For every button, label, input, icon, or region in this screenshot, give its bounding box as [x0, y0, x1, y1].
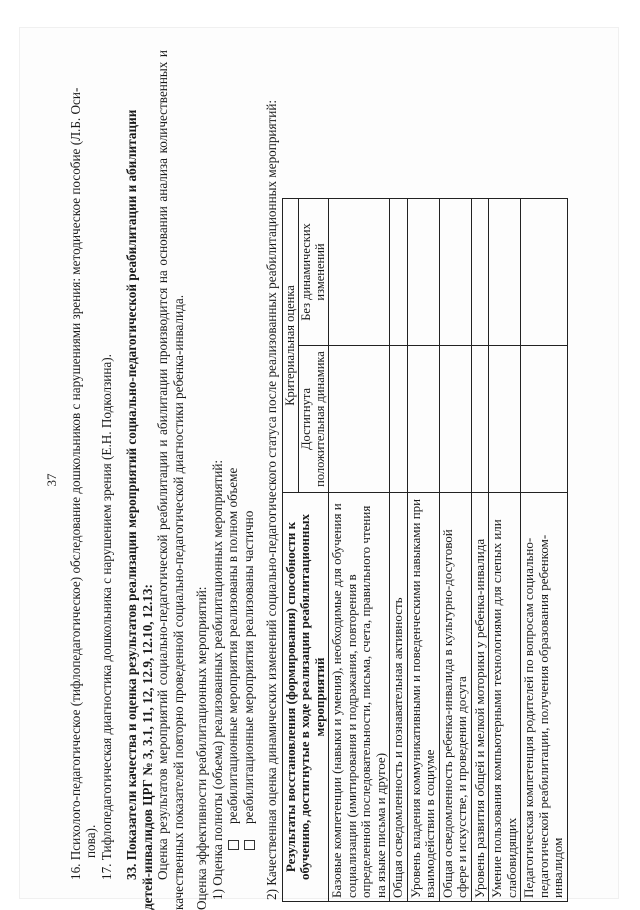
table-row [489, 199, 521, 902]
option-row[interactable] [241, 50, 257, 910]
table-row [329, 199, 390, 902]
table-header-row [282, 199, 299, 902]
list-item-number: 16. [67, 863, 83, 880]
table-cell-no-change[interactable] [407, 199, 439, 346]
list-item [99, 50, 115, 910]
section-title: Показатели качества и оценка результатов реализации мероприятий социально-педагогической реабилитации и абилитации [124, 109, 139, 861]
list-item [68, 50, 84, 910]
section-number: 33. [124, 863, 139, 880]
option-row[interactable] [225, 50, 241, 910]
list-item-continuation: пова). [83, 824, 98, 858]
table-row [390, 199, 408, 902]
table-cell-positive[interactable] [471, 346, 489, 493]
table-cell-result: Умение пользования компьютерными технологиями для слепых или слабовидящих [489, 493, 521, 902]
table-cell-result: Базовые компетенции (навыки и умения), необходимые для обучения и социализации (имитирования и подражания, повторения в определенной последовательности, письма, счета, правильного чтения на языке письма и другое) [329, 493, 390, 902]
section-paragraph: Оценка результатов мероприятий социально-педагогической реабилитации и абилитации производится на основании анализа количественных и качественных показателей повторно проведенной социально-педагогической диагностики ребенка-инвалида. [155, 50, 186, 910]
table-cell-result: Общая осведомленность и познавательная активность [390, 493, 408, 902]
table-cell-result: Педагогическая компетенция родителей по вопросам социально-педагогической реабилитации, получения образования ребенком-инвалидом [521, 493, 568, 902]
checkbox[interactable] [244, 840, 255, 850]
table-cell-positive[interactable] [489, 346, 521, 493]
table-cell-no-change[interactable] [471, 199, 489, 346]
option-label: реабилитационные мероприятия реализованы частично [240, 510, 256, 824]
table-header-no-change: Без динамических изменений [299, 199, 329, 346]
option-label: реабилитационные мероприятия реализованы в полном объеме [225, 467, 240, 824]
table-cell-positive[interactable] [407, 346, 439, 493]
effectiveness-item-2: 2) Качественная оценка динамических изменений социально-педагогического статуса после реализованных реабилитационных мероприятий: [264, 99, 279, 900]
table-header-criteria: Критериальная оценка [282, 199, 299, 493]
table-cell-no-change[interactable] [329, 199, 390, 346]
table-cell-no-change[interactable] [521, 199, 568, 346]
table-header-positive: Достигнута положительная динамика [299, 346, 329, 493]
table-cell-result: Общая осведомленность ребенка-инвалида в культурно-досуговой сфере и искусстве, и проведении досуга [439, 493, 471, 902]
table-row [439, 199, 471, 902]
table-cell-no-change[interactable] [489, 199, 521, 346]
section-heading [124, 50, 140, 910]
table-row [407, 199, 439, 902]
assessment-table [282, 198, 568, 902]
table-cell-positive[interactable] [390, 346, 408, 493]
table-cell-no-change[interactable] [390, 199, 408, 346]
checkbox[interactable] [228, 840, 239, 850]
effectiveness-item-1: 1) Оценка полноты (объема) реализованных реабилитационных мероприятий: [209, 459, 225, 900]
rotated-content [40, 50, 640, 910]
table-cell-positive[interactable] [329, 346, 390, 493]
list-item-text: Тифлопедагогическая диагностика дошкольника с нарушением зрения (Е.Н. Подколзина). [98, 354, 114, 861]
list-item-text: Психолого-педагогическое (тифлопедагогическое) обследование дошкольников с нарушениями зрения: методическое пособие (Л.Б. Оси- [67, 87, 83, 861]
table-cell-no-change[interactable] [439, 199, 471, 346]
list-item-number: 17. [98, 863, 114, 880]
page-number: 37 [44, 473, 59, 487]
table-cell-positive[interactable] [521, 346, 568, 493]
table-row [521, 199, 568, 902]
table-row [471, 199, 489, 902]
table-cell-result: Уровень владения коммуникативными и поведенческими навыками при взаимодействии в социуме [407, 493, 439, 902]
table-cell-result: Уровень развития общей и мелкой моторики у ребенка-инвалида [471, 493, 489, 902]
document-page [20, 28, 618, 910]
table-cell-positive[interactable] [439, 346, 471, 493]
effectiveness-heading: Оценка эффективности реабилитационных мероприятий: [194, 586, 209, 910]
section-title-cont: детей-инвалидов ЦРГ № 3, 3.1, 11, 12, 12.9, 12.10, 12.13: [139, 584, 155, 910]
table-header-results: Результаты восстановления (формирования) способности к обучению, достигнутые в ходе реализации реабилитационных мероприятий [282, 493, 329, 902]
